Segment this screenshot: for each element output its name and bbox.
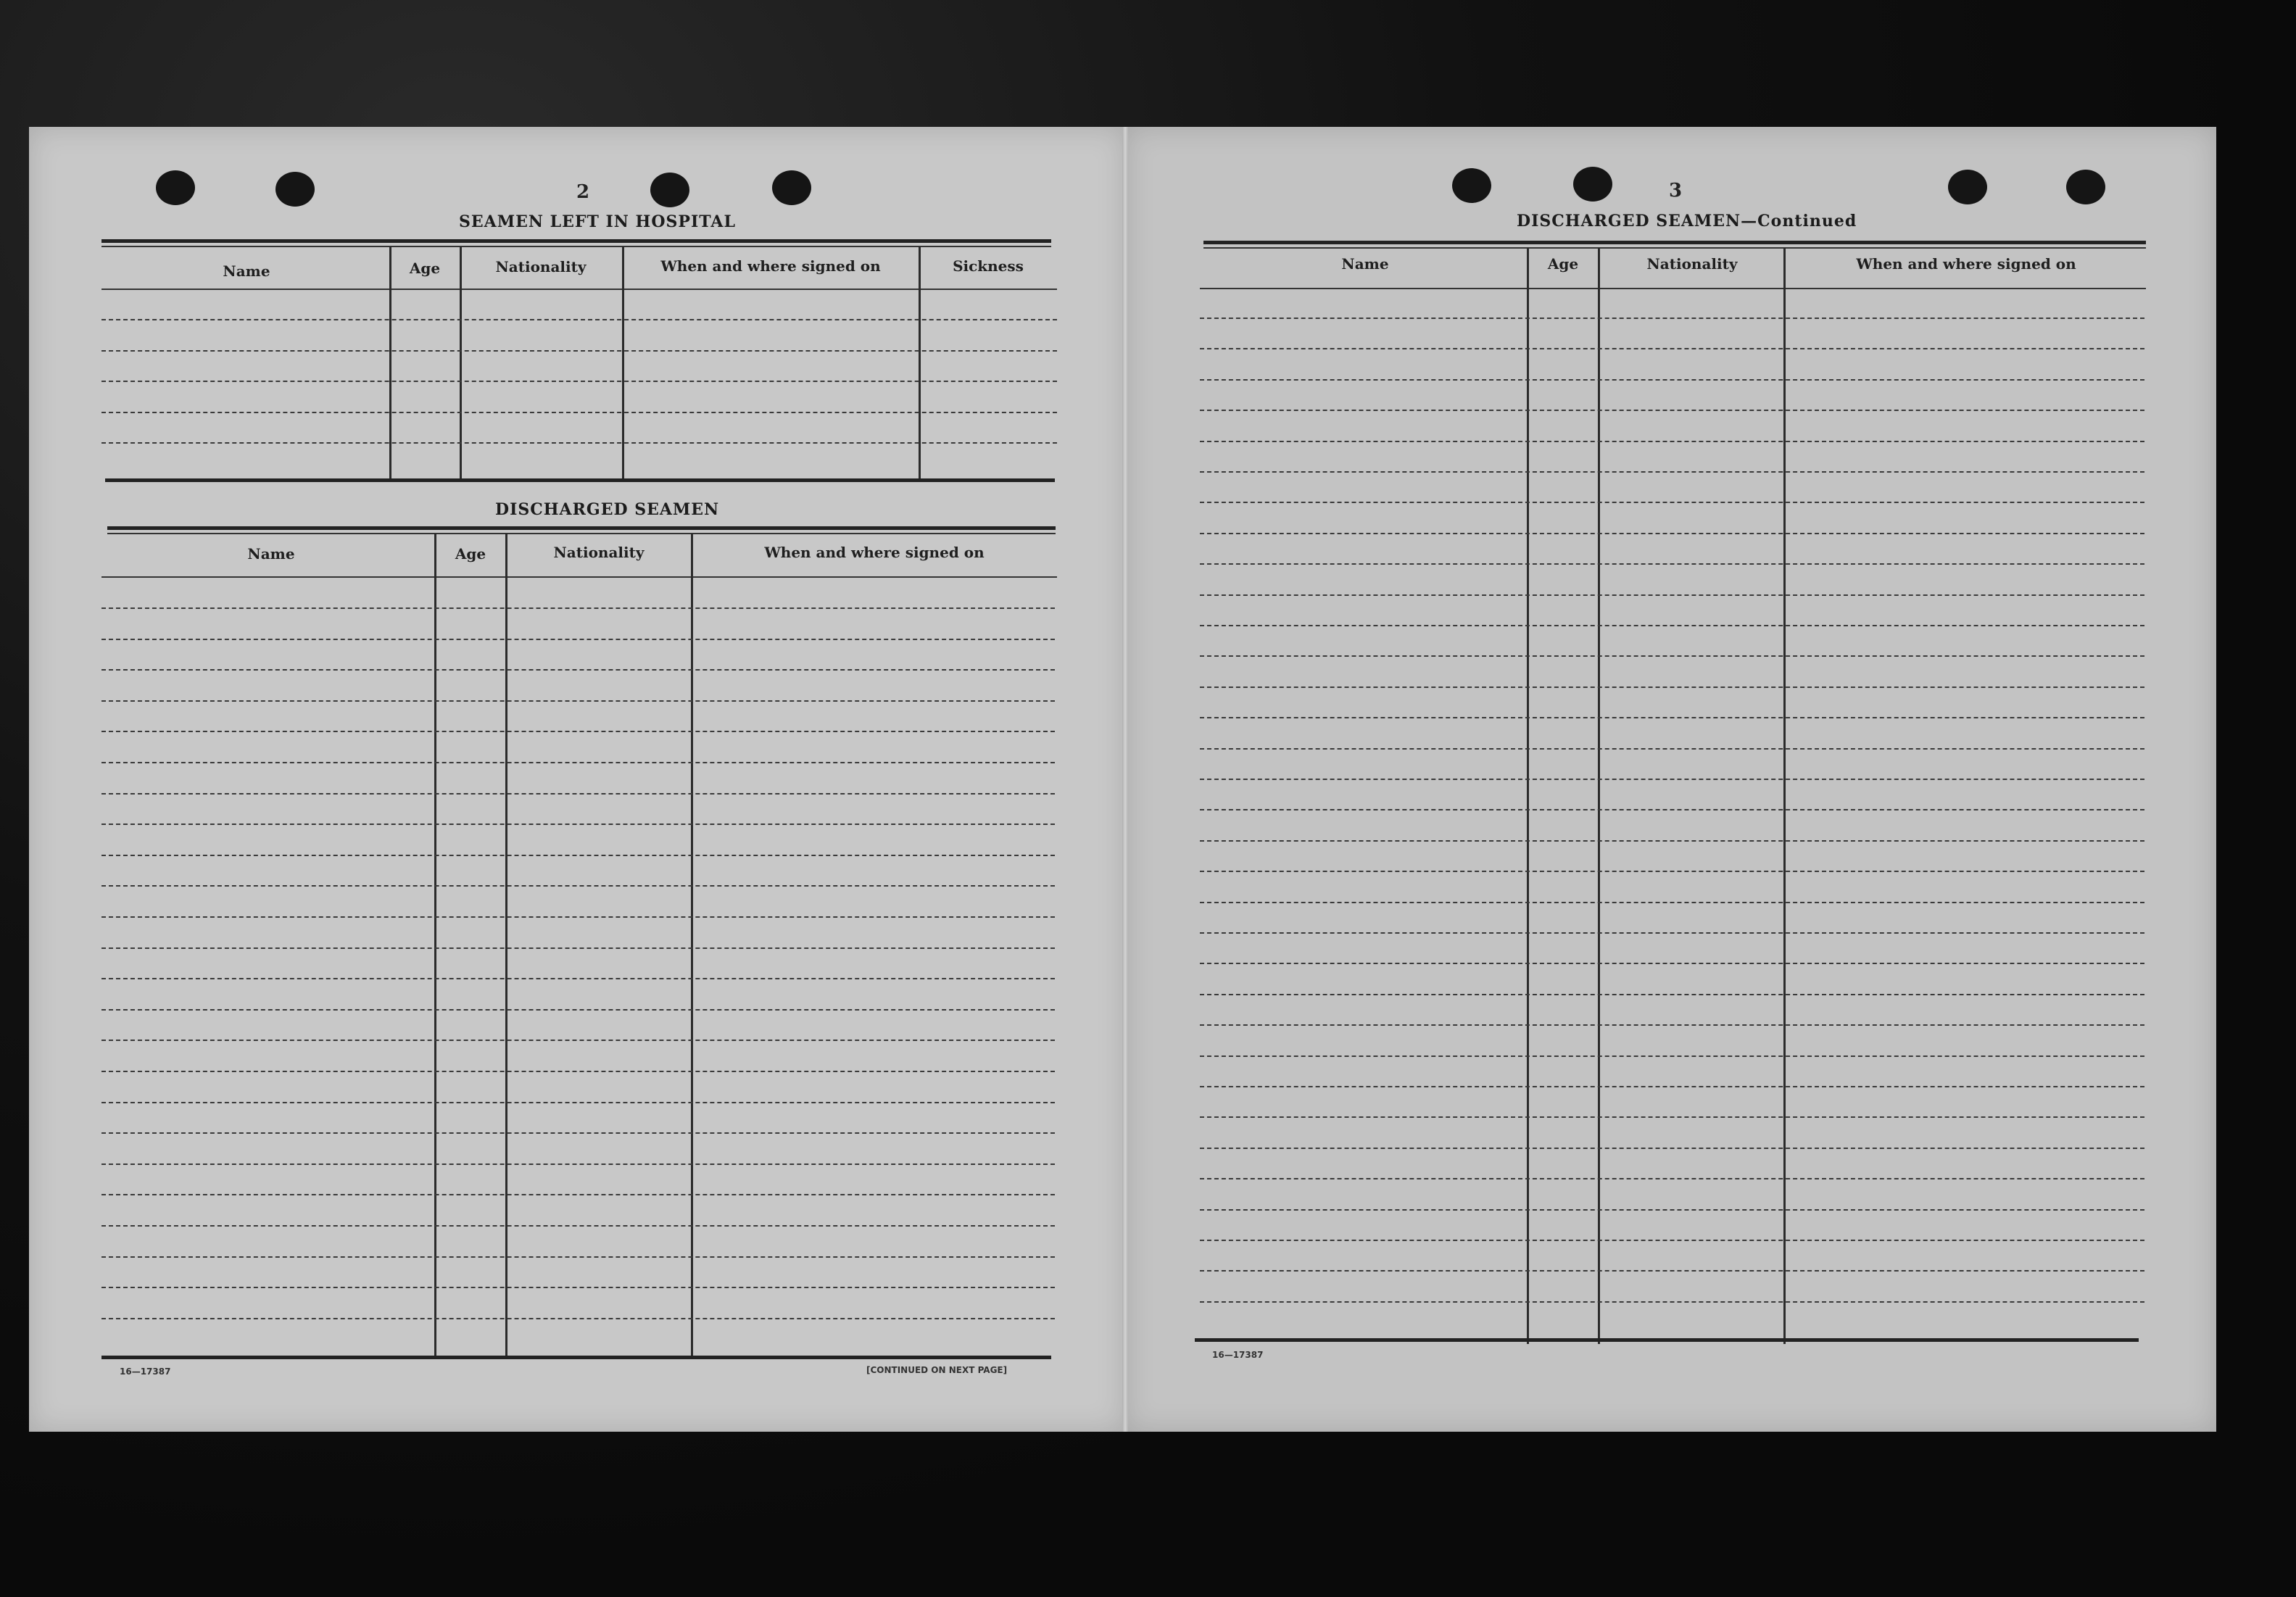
- ruled-line: [101, 978, 1055, 979]
- ruled-line: [1200, 994, 2144, 995]
- punch-hole: [1948, 170, 1987, 204]
- continued-col-name: Name: [1341, 255, 1389, 273]
- ruled-line: [101, 639, 1055, 640]
- ruled-line: [101, 793, 1055, 795]
- hospital-bottom-rule: [105, 478, 1055, 482]
- discharged-section-title: DISCHARGED SEAMEN: [495, 500, 720, 519]
- ruled-line: [1200, 871, 2144, 872]
- left-page: [29, 127, 1125, 1432]
- continued-divider: [1598, 248, 1600, 1344]
- hospital-top-rule-2: [101, 246, 1051, 247]
- hospital-col-name: Name: [223, 262, 270, 280]
- ruled-line: [1200, 963, 2144, 964]
- discharged-col-signed-on: When and where signed on: [764, 544, 985, 561]
- ruled-line: [1200, 502, 2144, 503]
- continued-col-signed-on: When and where signed on: [1856, 255, 2076, 273]
- continued-note: [CONTINUED ON NEXT PAGE]: [866, 1365, 1008, 1375]
- ruled-line: [1200, 655, 2144, 657]
- ruled-line: [101, 1132, 1055, 1134]
- ruled-line: [1200, 1086, 2144, 1087]
- ruled-line: [101, 824, 1055, 825]
- continued-divider: [1783, 248, 1786, 1344]
- ruled-line: [1200, 1301, 2144, 1303]
- punch-hole: [772, 170, 811, 205]
- ruled-line: [1200, 563, 2144, 565]
- hospital-divider: [389, 246, 391, 480]
- continued-section-title: DISCHARGED SEAMEN—Continued: [1517, 212, 1857, 231]
- ruled-line: [101, 1194, 1055, 1195]
- hospital-top-rule: [101, 239, 1051, 243]
- ruled-line: [1200, 441, 2144, 442]
- ruled-line: [1200, 840, 2144, 842]
- continued-header-rule: [1200, 288, 2146, 289]
- ruled-line: [1200, 902, 2144, 903]
- continued-col-nationality: Nationality: [1646, 255, 1738, 273]
- ruled-line: [1200, 348, 2144, 349]
- ruled-line: [1200, 1240, 2144, 1241]
- continued-divider: [1527, 248, 1529, 1344]
- ruled-line: [1200, 1178, 2144, 1179]
- ruled-line: [1200, 779, 2144, 780]
- ruled-line: [101, 700, 1055, 702]
- punch-hole: [156, 170, 195, 205]
- ruled-line: [1200, 1024, 2144, 1026]
- ruled-line: [1200, 379, 2144, 381]
- hospital-col-sickness: Sickness: [953, 257, 1024, 275]
- ruled-line: [101, 412, 1057, 413]
- ruled-line: [1200, 1270, 2144, 1272]
- punch-hole: [2066, 170, 2105, 204]
- discharged-col-nationality: Nationality: [553, 544, 645, 561]
- continued-col-age: Age: [1547, 255, 1579, 273]
- continued-top-rule: [1203, 241, 2146, 244]
- ruled-line: [101, 885, 1055, 887]
- ruled-line: [1200, 809, 2144, 810]
- ruled-line: [1200, 717, 2144, 718]
- ruled-line: [1200, 686, 2144, 688]
- discharged-top-rule: [107, 526, 1056, 530]
- hospital-col-age: Age: [409, 260, 441, 277]
- ruled-line: [101, 350, 1057, 352]
- discharged-bottom-rule: [101, 1356, 1051, 1359]
- ruled-line: [101, 669, 1055, 671]
- hospital-section-title: SEAMEN LEFT IN HOSPITAL: [459, 212, 736, 231]
- ruled-line: [1200, 471, 2144, 473]
- ruled-line: [101, 1256, 1055, 1258]
- ruled-line: [101, 442, 1057, 444]
- hospital-divider: [460, 246, 462, 480]
- page-fold: [1122, 127, 1128, 1432]
- hospital-divider: [622, 246, 624, 480]
- discharged-divider: [691, 534, 693, 1357]
- form-number-left: 16—17387: [120, 1366, 171, 1377]
- ruled-line: [1200, 1148, 2144, 1149]
- discharged-col-age: Age: [455, 545, 486, 563]
- ruled-line: [1200, 410, 2144, 411]
- discharged-divider: [434, 534, 436, 1357]
- ruled-line: [101, 1163, 1055, 1165]
- page-number-right: 3: [1669, 180, 1683, 202]
- continued-bottom-rule: [1195, 1338, 2139, 1342]
- ruled-line: [101, 1040, 1055, 1041]
- ruled-line: [101, 1009, 1055, 1011]
- ruled-line: [101, 762, 1055, 763]
- continued-top-rule-2: [1203, 247, 2146, 249]
- ruled-line: [1200, 318, 2144, 319]
- hospital-header-rule: [101, 289, 1057, 290]
- form-number-right: 16—17387: [1212, 1350, 1264, 1360]
- ruled-line: [1200, 1116, 2144, 1118]
- ruled-line: [1200, 748, 2144, 750]
- punch-hole: [650, 173, 689, 207]
- discharged-top-rule-2: [107, 533, 1056, 534]
- ruled-line: [101, 1318, 1055, 1319]
- ruled-line: [101, 916, 1055, 918]
- ruled-line: [101, 1287, 1055, 1288]
- ruled-line: [101, 607, 1055, 609]
- ruled-line: [101, 319, 1057, 320]
- punch-hole: [275, 172, 315, 207]
- ruled-line: [1200, 625, 2144, 626]
- hospital-divider: [919, 246, 921, 480]
- discharged-divider: [505, 534, 507, 1357]
- punch-hole: [1452, 168, 1491, 203]
- punch-hole: [1573, 167, 1612, 202]
- hospital-col-nationality: Nationality: [495, 258, 587, 275]
- ruled-line: [1200, 533, 2144, 534]
- ruled-line: [101, 381, 1057, 382]
- ruled-line: [1200, 932, 2144, 934]
- ruled-line: [1200, 1209, 2144, 1211]
- ruled-line: [1200, 1055, 2144, 1057]
- page-number-left: 2: [576, 181, 590, 203]
- discharged-col-name: Name: [247, 545, 295, 563]
- ruled-line: [101, 731, 1055, 732]
- ruled-line: [1200, 594, 2144, 596]
- ruled-line: [101, 1102, 1055, 1103]
- discharged-header-rule: [101, 576, 1057, 578]
- hospital-col-signed-on: When and where signed on: [660, 257, 881, 275]
- ruled-line: [101, 947, 1055, 949]
- ruled-line: [101, 1071, 1055, 1072]
- ruled-line: [101, 1225, 1055, 1227]
- ruled-line: [101, 855, 1055, 856]
